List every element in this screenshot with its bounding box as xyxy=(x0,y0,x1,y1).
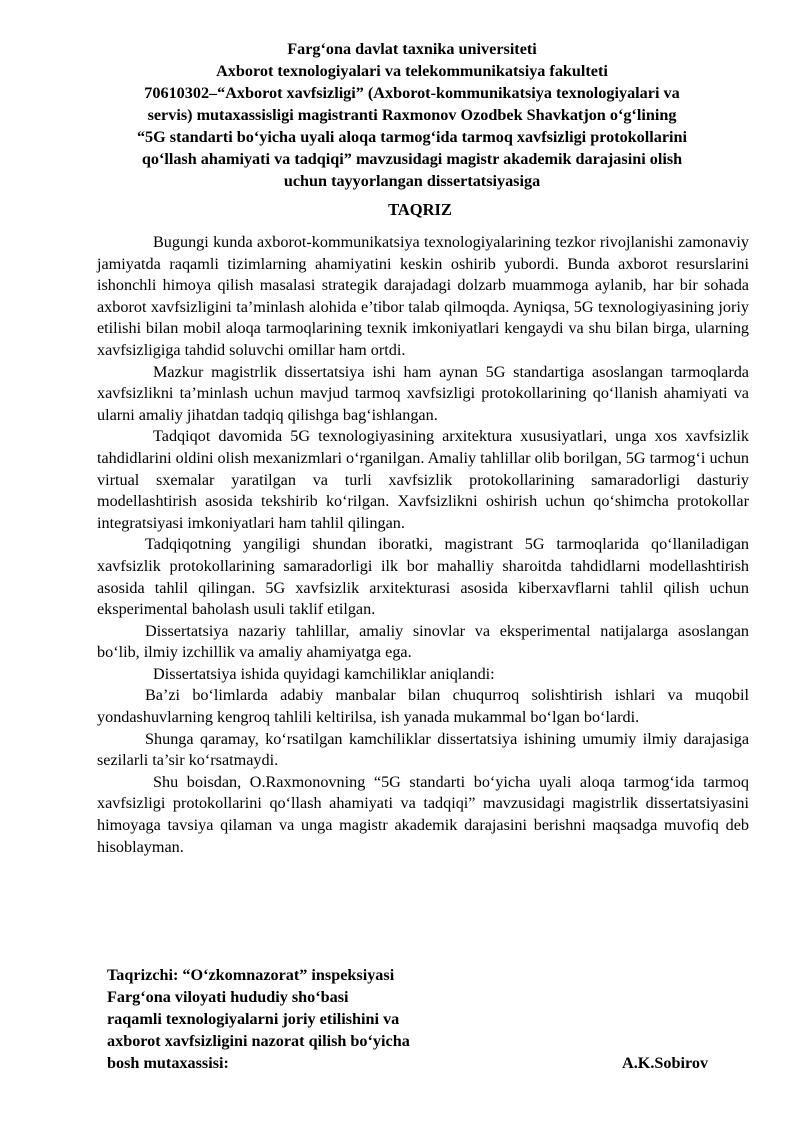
reviewer-line-2: Farg‘ona viloyati hududiy sho‘basi xyxy=(107,988,349,1006)
review-body xyxy=(97,232,749,858)
header-line-dissertation: uchun tayyorlangan dissertatsiyasiga xyxy=(283,172,541,190)
header-line-student: servis) mutaxassisligi magistranti Raxmonov Ozodbek Shavkatjon o‘g‘lining xyxy=(147,106,677,124)
paragraph-purpose: Mazkur magistrlik dissertatsiya ishi ham aynan 5G standartiga asoslangan tarmoqlarda xavfsizlikni ta’minlash uchun mavjud tarmoq xavfsizligi protokollarining qo‘llanish ahamiyati va ularni amaliy jihatdan tadqiq qilishga bag‘ishlangan. xyxy=(97,362,749,424)
header-line-topic-2: qo‘llash ahamiyati va tadqiqi” mavzusidagi magistr akademik darajasini olish xyxy=(141,150,683,168)
paragraph-relevance: Bugungi kunda axborot-kommunikatsiya texnologiyalarining tezkor rivojlanishi zamonaviy jamiyatda raqamli tizimlarning ahamiyatini keskin oshirib yubordi. Bunda axborot resurslarini ishonchli himoya qilish masalasi strategik darajadagi dolzarb muammoga aylanib, har bir sohada axborot xavfsizligini ta’minlash alohida e’tibor talab qilmoqda. Ayniqsa, 5G texnologiyasining joriy etilishi bilan mobil aloqa tarmoqlarining texnik imkoniyatlari kengaydi va shu bilan birga, ularning xavfsizligiga tahdid soluvchi omillar ham ortdi. xyxy=(97,233,749,359)
paragraph-research: Tadqiqot davomida 5G texnologiyasining arxitektura xususiyatlari, unga xos xavfsizlik tahdidlarini oldini olish mexanizmlari o‘rganilgan. Amaliy tahlillar olib borilgan, 5G tarmog‘i uchun virtual sxemalar yaratilgan va turli xavfsizlik protokollarining samaradorligi dasturiy modellashtirish asosida tekshirib ko‘rilgan. Xavfsizlikni oshirish uchun qo‘shimcha protokollar integratsiyasi imkoniyatlari ham tahlil qilingan. xyxy=(97,427,750,532)
reviewer-name: A.K.Sobirov xyxy=(622,1054,709,1072)
paragraph-conclusion: Shu boisdan, O.Raxmonovning “5G standarti bo‘yicha uyali aloqa tarmog‘ida tarmoq xavfsizligi protokollarini qo‘llash ahamiyati va tadqiqi” mavzusidagi magistrlik dissertatsiyasini himoyaga tavsiya qilaman va unga magistr akademik darajasini berishni maqsadga muvofiq deb hisoblayman. xyxy=(97,772,749,856)
paragraph-shortcomings-intro: Dissertatsiya ishida quyidagi kamchiliklar aniqlandi: xyxy=(153,664,495,683)
header-line-topic-1: “5G standarti bo‘yicha uyali aloqa tarmog‘ida tarmoq xavfsizligi protokollarini xyxy=(136,128,688,146)
document-header xyxy=(92,38,732,192)
header-line-specialty: 70610302–“Axborot xavfsizligi” (Axborot-kommunikatsiya texnologiyalari va xyxy=(144,84,680,102)
paragraph-despite: Shunga qaramay, ko‘rsatilgan kamchiliklar dissertatsiya ishining umumiy ilmiy darajasiga sezilarli ta’sir ko‘rsatmaydi. xyxy=(97,729,749,770)
reviewer-line-4: axborot xavfsizligini nazorat qilish bo‘yicha xyxy=(107,1032,410,1050)
reviewer-line-5: bosh mutaxassisi: xyxy=(107,1054,229,1072)
reviewer-line-3: raqamli texnologiyalarni joriy etilishini va xyxy=(107,1010,400,1028)
reviewer-line-1: Taqrizchi: “O‘zkomnazorat” inspeksiyasi xyxy=(107,966,395,984)
paragraph-assessment: Dissertatsiya nazariy tahlillar, amaliy sinovlar va eksperimental natijalarga asoslangan bo‘lib, ilmiy izchillik va amaliy ahamiyatga ega. xyxy=(97,621,749,662)
paragraph-shortcomings: Ba’zi bo‘limlarda adabiy manbalar bilan chuqurroq solishtirish ishlari va muqobil yondashuvlarning kengroq tahlili keltirilsa, ish yanada mukammal bo‘lgan bo‘lardi. xyxy=(97,686,749,727)
paragraph-novelty: Tadqiqotning yangiligi shundan iboratki, magistrant 5G tarmoqlarida qo‘llaniladigan xavfsizlik protokollarining samaradorligi ilk bor mahalliy sharoitda tahdidlarni modellashtirish asosida tahlil qilingan. 5G xavfsizlik arxitekturasi asosida kiberxavflarni tahlil qilish uchun eksperimental baholash usuli taklif etilgan. xyxy=(97,535,749,619)
document-title: TAQRIZ xyxy=(388,200,452,219)
header-line-faculty: Axborot texnologiyalari va telekommunikatsiya fakulteti xyxy=(216,62,608,80)
reviewer-signature-block xyxy=(107,964,547,1074)
header-line-university: Farg‘ona davlat taxnika universiteti xyxy=(287,40,537,58)
